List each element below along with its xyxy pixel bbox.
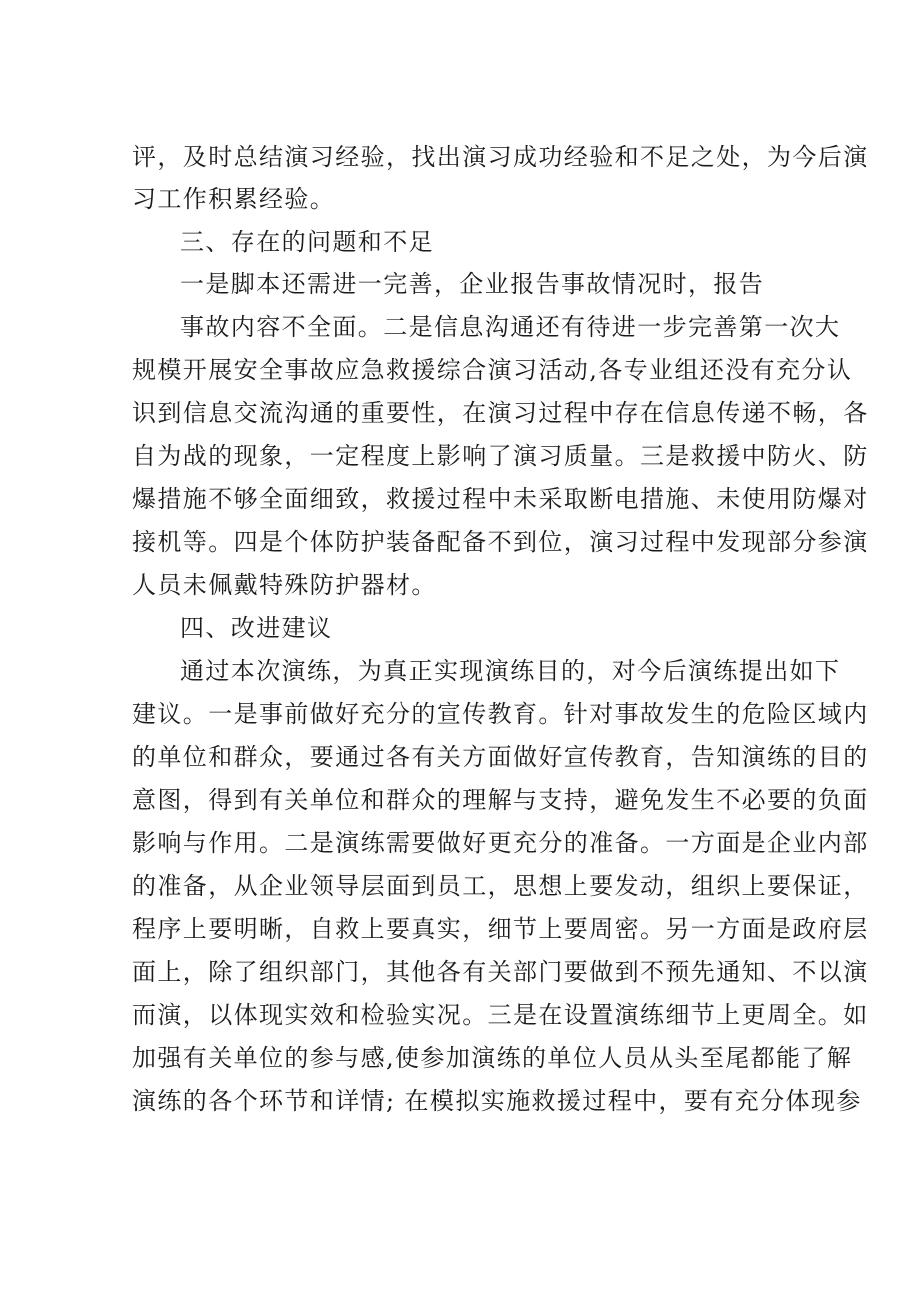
text-line: 建议。一是事前做好充分的宣传教育。针对事故发生的危险区域内 — [132, 700, 869, 728]
text-line: 人员未佩戴特殊防护器材。 — [132, 571, 437, 599]
text-line: 习工作积累经验。 — [132, 185, 336, 213]
text-line: 通过本次演练，为真正实现演练目的，对今后演练提出如下 — [180, 657, 841, 685]
text-line: 一是脚本还需进一完善，企业报告事故情况时，报告 — [180, 270, 765, 298]
text-line: 影响与作用。二是演练需要做好更充分的准备。一方面是企业内部 — [132, 829, 869, 857]
text-line: 事故内容不全面。二是信息沟通还有待进一步完善第一次大 — [180, 313, 841, 341]
section-heading: 三、存在的问题和不足 — [180, 228, 434, 256]
text-line: 评，及时总结演习经验，找出演习成功经验和不足之处，为今后演 — [132, 143, 869, 171]
text-line: 程序上要明晰，自救上要真实，细节上要周密。另一方面是政府层 — [132, 915, 869, 943]
text-line: 而演，以体现实效和检验实况。三是在设置演练细节上更周全。如 — [132, 1001, 869, 1029]
text-line: 意图，得到有关单位和群众的理解与支持，避免发生不必要的负面 — [132, 786, 869, 814]
text-line: 规模开展安全事故应急救援综合演习活动,各专业组还没有充分认 — [132, 356, 853, 384]
text-line: 识到信息交流沟通的重要性，在演习过程中存在信息传递不畅，各 — [132, 399, 869, 427]
text-line: 自为战的现象，一定程度上影响了演习质量。三是救援中防火、防 — [132, 442, 869, 470]
text-line: 的单位和群众，要通过各有关方面做好宣传教育，告知演练的目的 — [132, 743, 869, 771]
text-line: 演练的各个环节和详情; 在模拟实施救援过程中，要有充分体现参 — [132, 1087, 862, 1115]
text-line: 加强有关单位的参与感,使参加演练的单位人员从头至尾都能了解 — [132, 1044, 853, 1072]
text-line: 接机等。四是个体防护装备配备不到位，演习过程中发现部分参演 — [132, 528, 869, 556]
text-line: 爆措施不够全面细致，救援过程中未采取断电措施、未使用防爆对 — [132, 485, 869, 513]
section-heading: 四、改进建议 — [180, 614, 333, 642]
text-line: 面上，除了组织部门，其他各有关部门要做到不预先通知、不以演 — [132, 958, 869, 986]
text-line: 的准备，从企业领导层面到员工，思想上要发动，组织上要保证， — [132, 872, 869, 900]
